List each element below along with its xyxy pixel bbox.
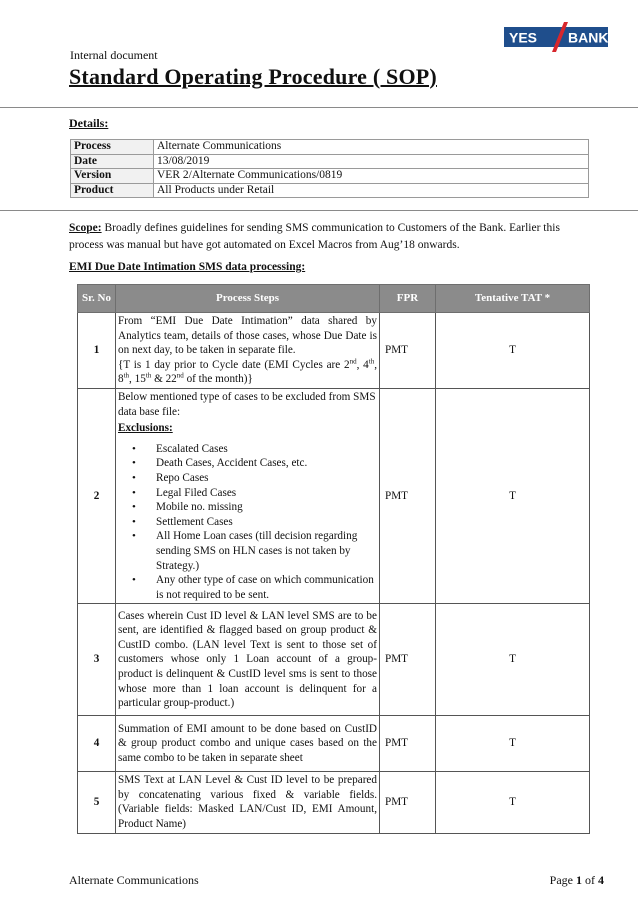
details-key: Product	[71, 183, 154, 198]
list-item: • Escalated Cases	[156, 442, 377, 457]
step-text: & 22	[151, 373, 177, 386]
header-sr-no: Sr. No	[78, 285, 116, 313]
superscript: nd	[176, 371, 184, 380]
details-value: VER 2/Alternate Communications/0819	[154, 169, 589, 184]
details-row	[71, 183, 589, 198]
header-process-steps: Process Steps	[116, 285, 380, 313]
page-current: 1	[576, 873, 582, 887]
step-text: {T is 1 day prior to Cycle date (EMI Cycles are 2	[118, 358, 350, 371]
row-sr: 3	[78, 604, 116, 716]
page-of: of	[582, 873, 598, 887]
logo-text-yes: YES	[509, 29, 538, 46]
page-total: 4	[598, 873, 604, 887]
table-row	[78, 388, 590, 603]
table-row	[78, 604, 590, 716]
details-key: Process	[71, 140, 154, 155]
section-heading: EMI Due Date Intimation SMS data processing:	[69, 261, 306, 273]
header-fpr: FPR	[380, 285, 436, 313]
table-row	[78, 716, 590, 772]
superscript: th	[145, 371, 152, 380]
details-label: Details:	[69, 116, 109, 130]
superscript: nd	[349, 357, 357, 366]
row-fpr: PMT	[380, 313, 436, 389]
internal-document-label: Internal document	[70, 48, 158, 62]
step-text: , 15	[129, 373, 146, 386]
list-item: • Repo Cases	[156, 471, 377, 486]
details-value: All Products under Retail	[154, 183, 589, 198]
row-fpr: PMT	[380, 716, 436, 772]
list-item: • Mobile no. missing	[156, 500, 377, 515]
exclusions-label: Exclusions:	[118, 422, 173, 435]
list-item: • All Home Loan cases (till decision regarding sending SMS on HLN cases is not taken by Strategy.)	[156, 529, 377, 573]
exclusions-list	[118, 442, 377, 603]
step-text: From “EMI Due Date Intimation” data shared by Analytics team, details of those cases, whose Due Date is on next day, to be taken in separate file.	[118, 315, 377, 357]
logo-text-bank: BANK	[568, 29, 608, 46]
header-tat: Tentative TAT *	[436, 285, 590, 313]
yes-bank-logo-graphic	[504, 22, 608, 52]
details-value: 13/08/2019	[154, 154, 589, 169]
list-item: • Any other type of case on which communication is not required to be sent.	[156, 573, 377, 602]
row-tat: T	[436, 772, 590, 833]
header-divider	[0, 107, 638, 108]
table-row	[78, 313, 590, 389]
step-text: , 8	[118, 358, 378, 386]
row-step	[116, 313, 380, 389]
superscript: th	[368, 357, 375, 366]
details-table	[70, 139, 589, 198]
list-item: • Death Cases, Accident Cases, etc.	[156, 456, 377, 471]
details-row	[71, 140, 589, 155]
row-tat: T	[436, 388, 590, 603]
step-text: of the month)}	[183, 373, 253, 386]
row-step: Summation of EMI amount to be done based on CustID & group product combo and unique cases based on the same combo to be taken in separate sheet	[116, 716, 380, 772]
row-sr: 4	[78, 716, 116, 772]
list-item: • Settlement Cases	[156, 515, 377, 530]
row-tat: T	[436, 313, 590, 389]
page-number	[550, 873, 604, 888]
scope-paragraph	[69, 220, 589, 254]
footer-process-name: Alternate Communications	[69, 873, 199, 887]
yes-bank-logo	[504, 22, 608, 52]
row-step: SMS Text at LAN Level & Cust ID level to be prepared by concatenating various fixed & variable fields. (Variable fields: Masked LAN/Cust ID, EMI Amount, Product Name)	[116, 772, 380, 833]
details-row	[71, 169, 589, 184]
list-item: • Legal Filed Cases	[156, 486, 377, 501]
row-step	[116, 388, 380, 603]
row-fpr: PMT	[380, 388, 436, 603]
row-sr: 2	[78, 388, 116, 603]
details-row	[71, 154, 589, 169]
superscript: th	[123, 371, 130, 380]
details-key: Date	[71, 154, 154, 169]
details-value: Alternate Communications	[154, 140, 589, 155]
row-fpr: PMT	[380, 604, 436, 716]
step-text: , 4	[356, 358, 369, 371]
step-text: Below mentioned type of cases to be excluded from SMS data base file:	[118, 390, 376, 418]
page-title: Standard Operating Procedure ( SOP)	[69, 64, 437, 89]
page-prefix: Page	[549, 873, 576, 887]
details-key: Version	[71, 169, 154, 184]
table-row	[78, 772, 590, 833]
details-divider	[0, 210, 638, 211]
row-sr: 1	[78, 313, 116, 389]
table-header-row	[78, 285, 590, 313]
row-tat: T	[436, 716, 590, 772]
row-step: Cases wherein Cust ID level & LAN level SMS are to be sent, are identified & flagged based on group product & CustID combo. (LAN level Text is sent to those set of customers whose only 1 Loan account of a group- product is delinquent & CustID level sms is sent to those whose more than 1 loan account is delinquent for a particular group-product.)	[116, 604, 380, 716]
row-tat: T	[436, 604, 590, 716]
row-fpr: PMT	[380, 772, 436, 833]
scope-label: Scope:	[69, 222, 102, 234]
scope-text: Broadly defines guidelines for sending SMS communication to Customers of the Bank. Earlier this process was manual but have got automated on Excel Macros from Aug’18 onwards.	[69, 222, 560, 251]
row-sr: 5	[78, 772, 116, 833]
process-table	[77, 284, 590, 834]
